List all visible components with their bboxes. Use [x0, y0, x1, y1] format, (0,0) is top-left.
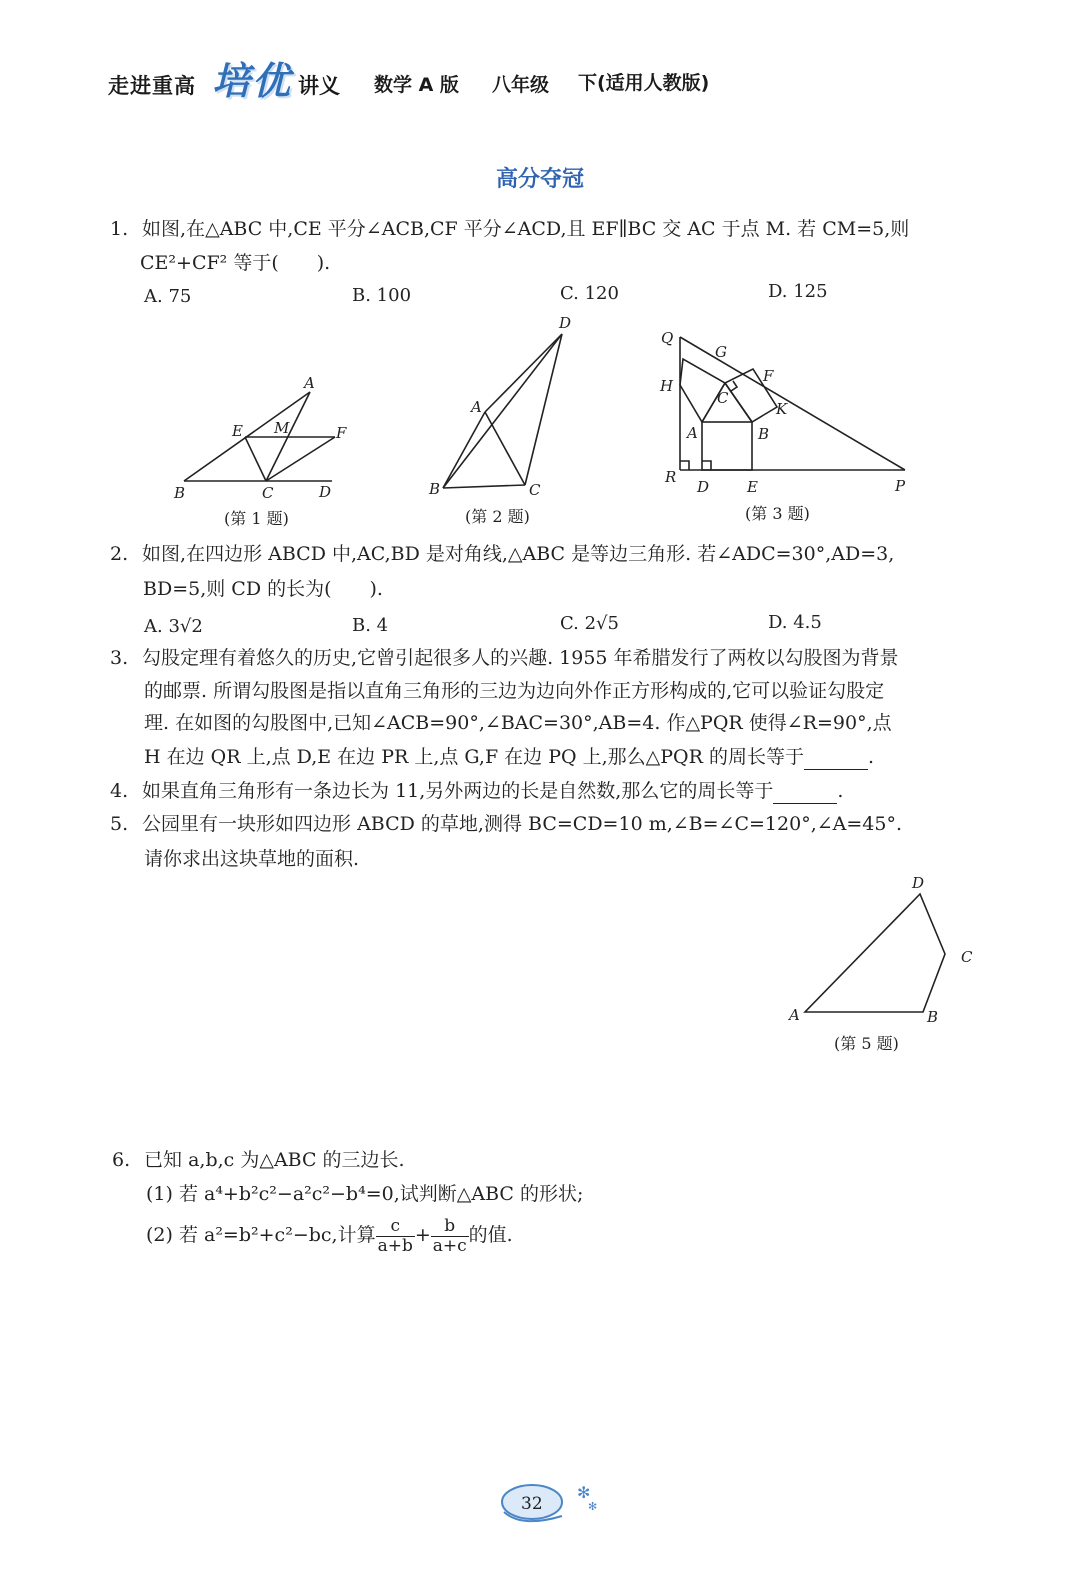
q3-line2: 的邮票. 所谓勾股图是指以直角三角形的三边为边向外作正方形构成的,它可以验证勾股定 [144, 680, 885, 702]
fraction-1-denominator: a+b [377, 1235, 413, 1256]
q1-option-d: D. 125 [768, 281, 828, 302]
header-series-title: 走进重高 [108, 74, 196, 98]
q1-text-1: 如图,在△ABC 中,CE 平分∠ACB,CF 平分∠ACD,且 EF∥BC 交 AC 于点 M. 若 CM=5,则 [142, 218, 910, 240]
q2-option-a: A. 3√2 [144, 616, 203, 637]
f3-label-d: D [697, 478, 710, 496]
q5-line1 [110, 811, 902, 837]
q4-line [110, 778, 843, 804]
q4-number: 4. [110, 780, 129, 802]
f1-label-m: M [274, 419, 290, 437]
q1-option-c: C. 120 [560, 283, 619, 304]
f2-caption: (第 2 题) [465, 507, 530, 526]
section-title: 高分夺冠 [495, 167, 584, 192]
q2-option-b: B. 4 [352, 615, 389, 636]
fraction-2 [431, 1217, 469, 1256]
q1-line1 [110, 216, 909, 242]
q3-line3: 理. 在如图的勾股图中,已知∠ACB=90°,∠BAC=30°,AB=4. 作△PQR 使得∠R=90°,点 [144, 712, 892, 734]
q2-line2: BD=5,则 CD 的长为( ). [143, 578, 383, 600]
q2-number: 2. [110, 543, 129, 565]
q2-option-d: D. 4.5 [768, 612, 822, 633]
figure-3 [655, 325, 915, 497]
f1-label-b: B [174, 484, 186, 502]
f3-label-b: B [758, 425, 770, 443]
page-number-ornament [492, 1476, 598, 1514]
q6-text-1: 已知 a,b,c 为△ABC 的三边长. [144, 1149, 405, 1171]
f3-label-c: C [717, 389, 729, 407]
q6-number: 6. [112, 1149, 131, 1171]
q2-line1 [110, 541, 894, 567]
q3-period: . [867, 746, 875, 768]
f1-label-a: A [304, 374, 315, 392]
q1-option-a: A. 75 [144, 286, 192, 307]
fraction-2-denominator: a+c [432, 1235, 467, 1256]
f2-label-d: D [559, 314, 572, 332]
f1-label-d: D [319, 483, 332, 501]
f5-label-d: D [912, 874, 925, 892]
q6-sub2-text: (2) 若 a²=b²+c²−bc,计算 [146, 1224, 376, 1246]
q6-line1 [112, 1147, 405, 1173]
q6-sub2 [146, 1214, 513, 1256]
q6-sub2-end: 的值. [468, 1224, 513, 1246]
fraction-2-numerator: b [431, 1217, 469, 1237]
figure-2 [425, 310, 585, 505]
f2-label-c: C [529, 481, 541, 499]
q4-answer-blank [773, 785, 837, 804]
plus-sign: + [414, 1224, 431, 1246]
q6-sub1: (1) 若 a⁴+b²c²−a²c²−b⁴=0,试判断△ABC 的形状; [146, 1183, 584, 1205]
f3-label-h: H [660, 377, 674, 395]
f2-label-a: A [471, 398, 482, 416]
f3-label-k: K [776, 400, 788, 418]
snowflake-small-icon: ✻ [588, 1500, 598, 1513]
q1-option-b: B. 100 [352, 285, 412, 306]
f3-label-f: F [763, 367, 774, 385]
q2-option-c: C. 2√5 [560, 613, 619, 634]
f1-label-e: E [232, 422, 243, 440]
f1-caption: (第 1 题) [224, 509, 289, 528]
q5-text-1: 公园里有一块形如四边形 ABCD 的草地,测得 BC=CD=10 m,∠B=∠C=120°,∠A=45°. [142, 813, 903, 835]
f3-label-q: Q [661, 329, 674, 347]
f5-label-b: B [927, 1008, 939, 1026]
q4-period: . [837, 780, 844, 802]
q3-number: 3. [110, 647, 129, 669]
q3-text-4: H 在边 QR 上,点 D,E 在边 PR 上,点 G,F 在边 PQ 上,那么△PQR 的周长等于 [144, 746, 804, 768]
f5-label-c: C [961, 948, 973, 966]
q4-text: 如果直角三角形有一条边长为 11,另外两边的长是自然数,那么它的周长等于 [142, 780, 774, 802]
q1-line2: CE²+CF² 等于( ). [140, 252, 331, 274]
q1-number: 1. [110, 218, 129, 240]
q3-line1 [110, 645, 899, 671]
q3-line4 [144, 744, 874, 770]
f1-label-c: C [262, 484, 274, 502]
header-subject: 数学 A 版 [374, 74, 459, 96]
header-edition: 下(适用人教版) [578, 72, 710, 94]
figure-5 [785, 872, 985, 1027]
f3-label-g: G [715, 343, 727, 361]
q5-number: 5. [110, 813, 129, 835]
q2-text-1: 如图,在四边形 ABCD 中,AC,BD 是对角线,△ABC 是等边三角形. 若∠ADC=30°,AD=3, [142, 543, 895, 565]
f2-label-b: B [429, 480, 441, 498]
fraction-1 [376, 1217, 415, 1256]
f3-label-e: E [747, 478, 758, 496]
snowflake-icon: ✻ [577, 1483, 591, 1502]
figure-1 [170, 370, 350, 505]
f5-caption: (第 5 题) [834, 1034, 899, 1053]
f5-label-a: A [789, 1006, 800, 1024]
header-grade: 八年级 [492, 74, 550, 96]
f3-label-p: P [895, 477, 906, 495]
f1-label-f: F [336, 424, 347, 442]
header-logo-text: 培优 [212, 59, 293, 103]
f3-caption: (第 3 题) [745, 504, 810, 523]
f3-label-a: A [687, 424, 698, 442]
f3-label-r: R [665, 468, 677, 486]
q3-text-1: 勾股定理有着悠久的历史,它曾引起很多人的兴趣. 1955 年希腊发行了两枚以勾股图为背景 [142, 647, 899, 669]
header-handout: 讲义 [298, 74, 340, 98]
page-number: 32 [521, 1494, 543, 1514]
q3-answer-blank [804, 751, 868, 770]
q5-line2: 请你求出这块草地的面积. [144, 848, 360, 870]
fraction-1-numerator: c [376, 1217, 415, 1237]
